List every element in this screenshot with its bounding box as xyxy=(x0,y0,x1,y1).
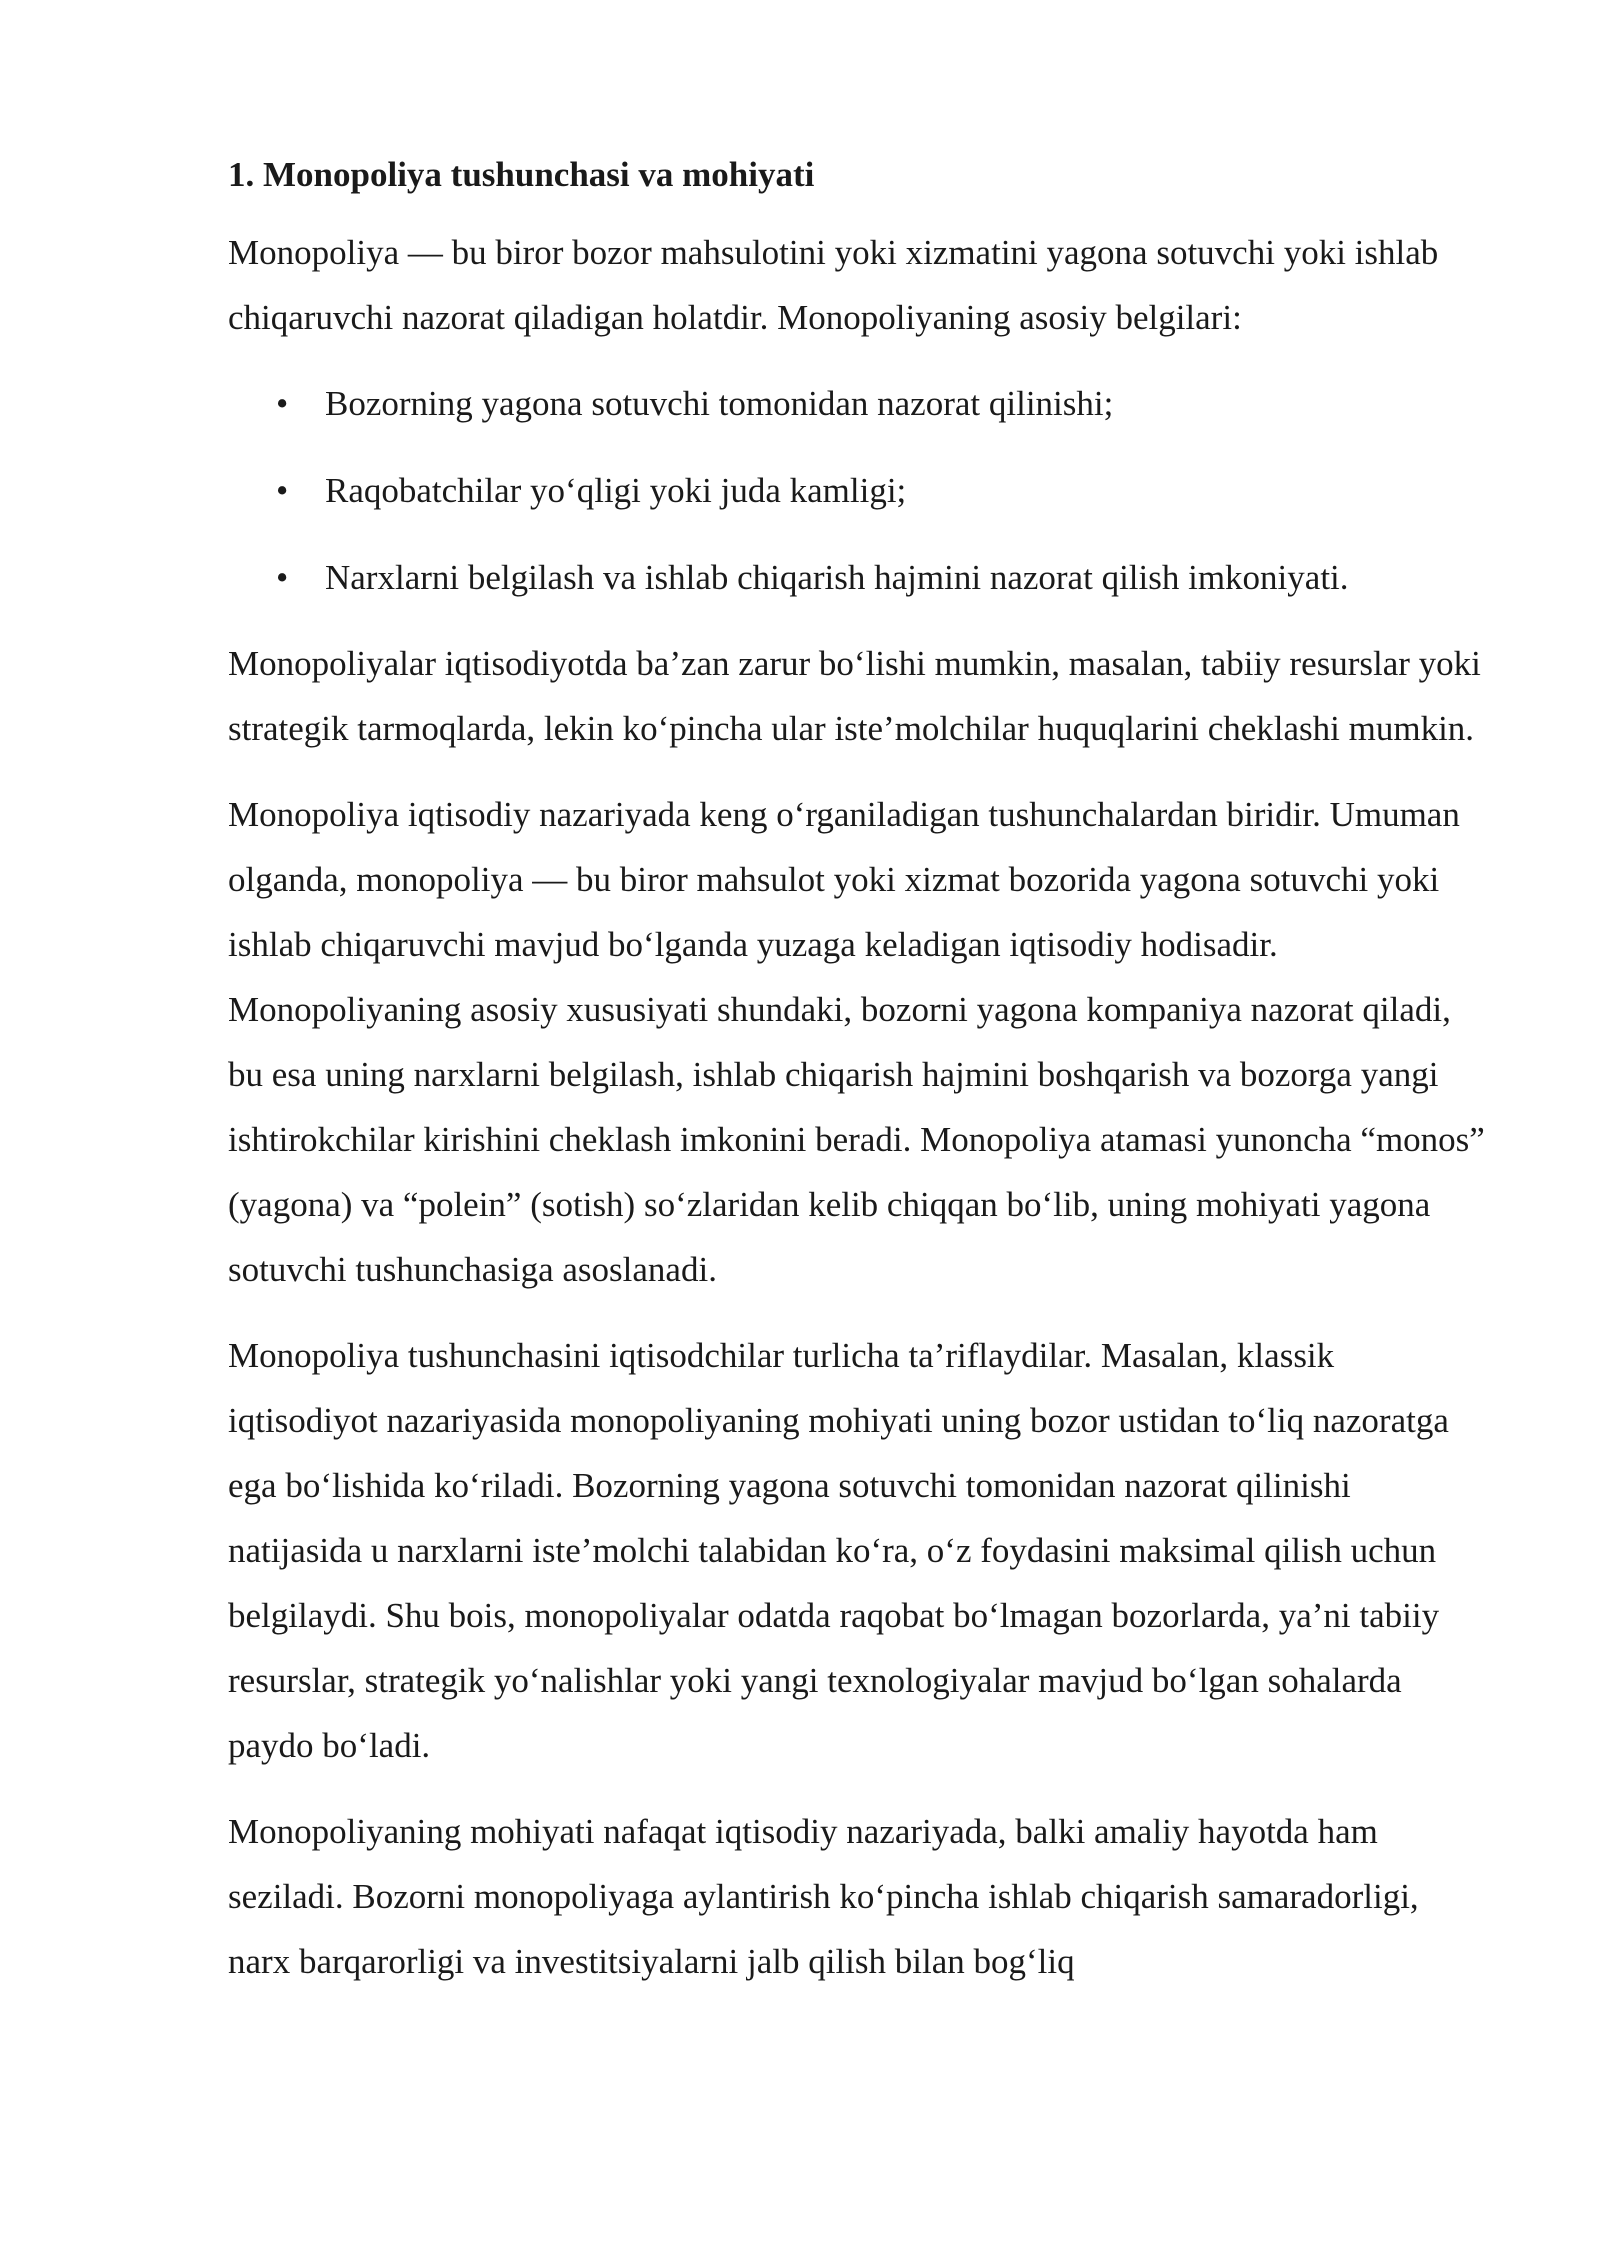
list-item-text: Raqobatchilar yo‘qligi yoki juda kamligi; xyxy=(325,471,907,510)
body-paragraph: Monopoliya tushunchasini iqtisodchilar turlicha ta’riflaydilar. Masalan, klassik iqtisodiyot nazariyasida monopoliyaning mohiyati uning bozor ustidan to‘liq nazoratga ega bo‘lishida ko‘riladi. Bozorning yagona sotuvchi tomonidan nazorat qilinishi natijasida u narxlarni iste’molchi talabidan ko‘ra, o‘z foydasini maksimal qilish uchun belgilaydi. Shu bois, monopoliyalar odatda raqobat bo‘lmagan bozorlarda, ya’ni tabiiy resurslar, strategik yo‘nalishlar yoki yangi texnologiyalar mavjud bo‘lgan sohalarda paydo bo‘ladi. xyxy=(228,1336,1449,1765)
bullet-icon: • xyxy=(276,558,289,597)
body-paragraph: Monopoliyalar iqtisodiyotda ba’zan zarur bo‘lishi mumkin, masalan, tabiiy resurslar yoki strategik tarmoqlarda, lekin ko‘pincha ular iste’molchilar huquqlarini cheklashi mumkin. xyxy=(228,644,1481,748)
list-item-text: Bozorning yagona sotuvchi tomonidan nazorat qilinishi; xyxy=(325,384,1114,423)
document-body xyxy=(228,150,1488,2015)
body-paragraph: Monopoliyaning mohiyati nafaqat iqtisodiy nazariyada, balki amaliy hayotda ham seziladi. Bozorni monopoliyaga aylantirish ko‘pincha ishlab chiqarish samaradorligi, narx barqarorligi va investitsiyalarni jalb qilish bilan bog‘liq xyxy=(228,1812,1419,1981)
body-paragraph: Monopoliya iqtisodiy nazariyada keng o‘rganiladigan tushunchalardan biridir. Umuman olganda, monopoliya — bu biror mahsulot yoki xizmat bozorida yagona sotuvchi yoki ishlab chiqaruvchi mavjud bo‘lganda yuzaga keladigan iqtisodiy hodisadir. Monopoliyaning asosiy xususiyati shundaki, bozorni yagona kompaniya nazorat qiladi, bu esa uning narxlarni belgilash, ishlab chiqarish hajmini boshqarish va bozorga yangi ishtirokchilar kirishini cheklash imkonini beradi. Monopoliya atamasi yunoncha “monos” (yagona) va “polein” (sotish) so‘zlaridan kelib chiqqan bo‘lib, uning mohiyati yagona sotuvchi tushunchasiga asoslanadi. xyxy=(228,795,1485,1289)
list-item xyxy=(228,545,1488,610)
bullet-list xyxy=(228,371,1488,610)
bullet-icon: • xyxy=(276,384,289,423)
list-item xyxy=(228,458,1488,523)
list-item xyxy=(228,371,1488,436)
list-item-text: Narxlarni belgilash va ishlab chiqarish hajmini nazorat qilish imkoniyati. xyxy=(325,558,1349,597)
intro-paragraph: Monopoliya — bu biror bozor mahsulotini yoki xizmatini yagona sotuvchi yoki ishlab chiqaruvchi nazorat qiladigan holatdir. Monopoliyaning asosiy belgilari: xyxy=(228,233,1439,337)
bullet-icon: • xyxy=(276,471,289,510)
section-heading: 1. Monopoliya tushunchasi va mohiyati xyxy=(228,155,815,194)
